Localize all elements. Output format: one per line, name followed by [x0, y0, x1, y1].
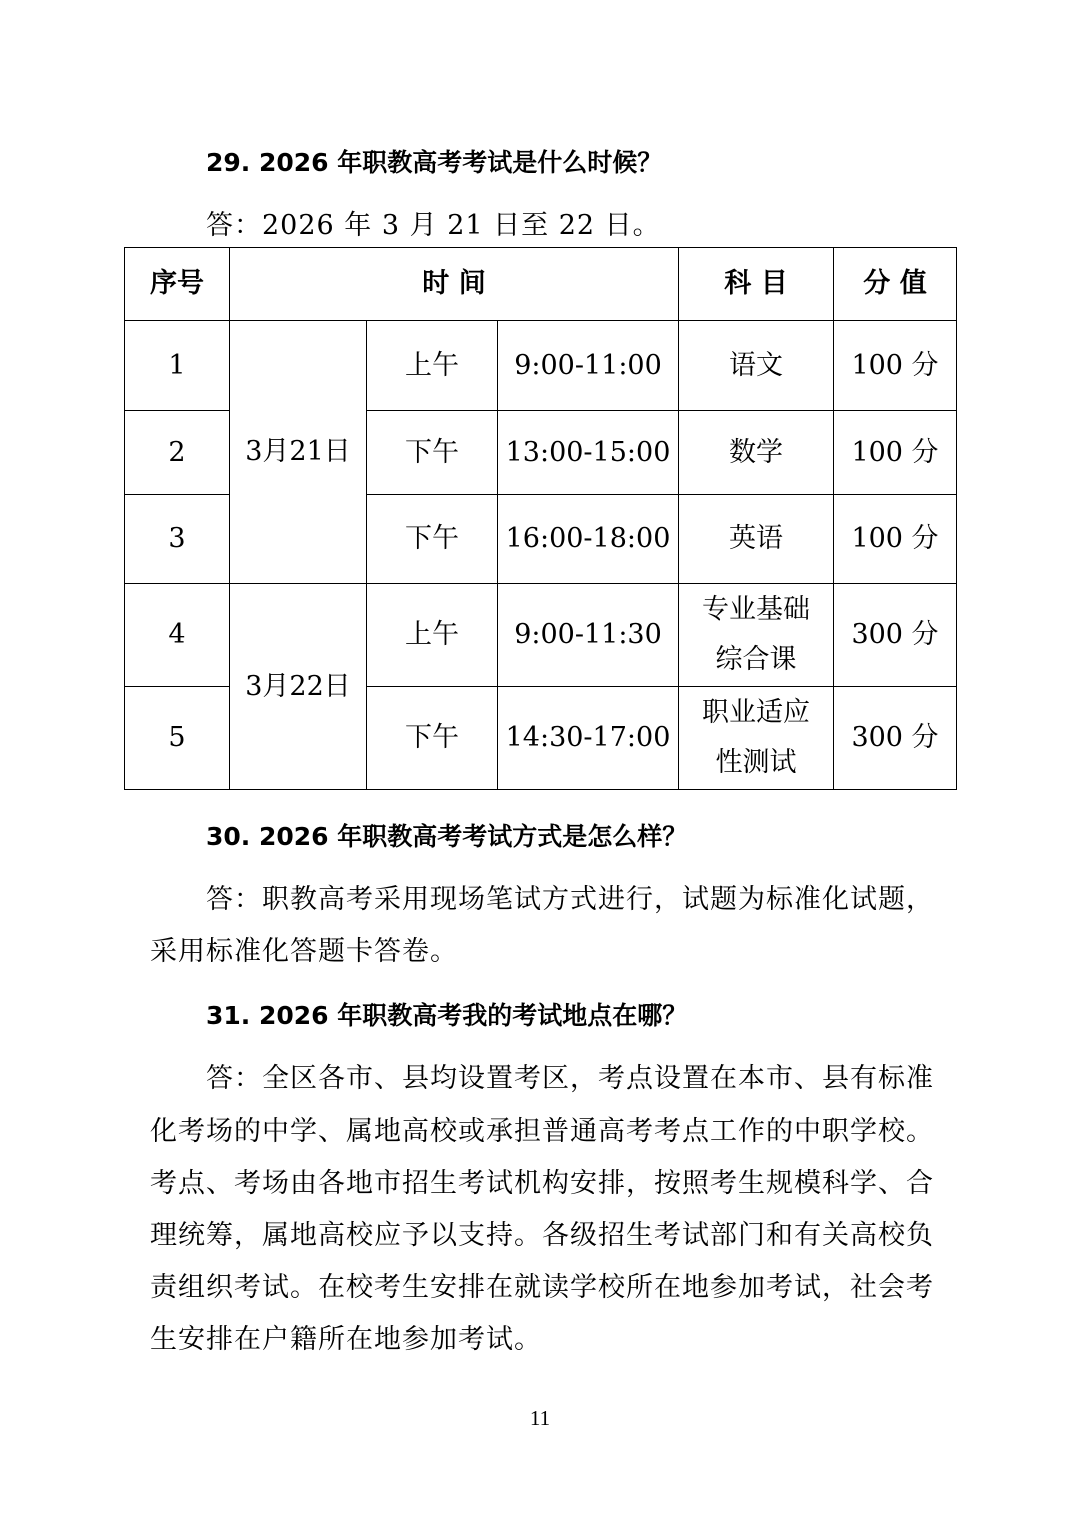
seq-cell: 5 [125, 687, 230, 790]
subject-cell: 语文 [679, 321, 834, 411]
subject-line-2: 综合课 [715, 644, 797, 675]
subject-cell [679, 687, 834, 790]
score-cell: 100 分 [834, 495, 957, 584]
period-cell: 上午 [367, 584, 498, 687]
header-seq: 序号 [125, 248, 230, 321]
question-29-answer: 答：2026 年 3 月 21 日至 22 日。 [206, 210, 661, 241]
table-header-row [125, 248, 957, 321]
period-cell: 上午 [367, 321, 498, 411]
question-31-title: 31. 2026 年职教高考我的考试地点在哪？ [206, 1001, 688, 1030]
question-31-answer-line: 考点、考场由各地市招生考试机构安排，按照考生规模科学、合 [150, 1168, 934, 1199]
question-29-title: 29. 2026 年职教高考考试是什么时候？ [206, 148, 663, 177]
time-cell: 14:30-17:00 [498, 687, 679, 790]
subject-line-2: 性测试 [715, 747, 797, 778]
time-cell: 13:00-15:00 [498, 411, 679, 495]
question-30-answer-line: 采用标准化答题卡答卷。 [150, 936, 458, 967]
subject-line-1: 专业基础 [702, 594, 810, 625]
exam-schedule-table [124, 247, 957, 790]
header-time: 时 间 [230, 248, 679, 321]
period-cell: 下午 [367, 411, 498, 495]
header-score: 分 值 [834, 248, 957, 321]
date-cell: 3月21日 [230, 321, 367, 584]
subject-cell: 数学 [679, 411, 834, 495]
seq-cell: 4 [125, 584, 230, 687]
period-cell: 下午 [367, 495, 498, 584]
header-subject: 科 目 [679, 248, 834, 321]
page-number: 11 [529, 1406, 551, 1430]
seq-cell: 1 [125, 321, 230, 411]
seq-cell: 3 [125, 495, 230, 584]
score-cell: 300 分 [834, 687, 957, 790]
date-cell: 3月22日 [230, 584, 367, 790]
subject-cell: 英语 [679, 495, 834, 584]
question-31-answer-line: 生安排在户籍所在地参加考试。 [150, 1324, 542, 1355]
question-30-answer-line: 答：职教高考采用现场笔试方式进行，试题为标准化试题， [206, 884, 934, 915]
question-31-answer-line: 化考场的中学、属地高校或承担普通高考考点工作的中职学校。 [150, 1116, 934, 1147]
seq-cell: 2 [125, 411, 230, 495]
question-31-answer-line: 理统筹，属地高校应予以支持。各级招生考试部门和有关高校负 [150, 1220, 934, 1251]
time-cell: 16:00-18:00 [498, 495, 679, 584]
subject-line-1: 职业适应 [702, 697, 810, 728]
question-31-answer-line: 答：全区各市、县均设置考区，考点设置在本市、县有标准 [206, 1063, 934, 1094]
score-cell: 100 分 [834, 321, 957, 411]
subject-cell [679, 584, 834, 687]
period-cell: 下午 [367, 687, 498, 790]
score-cell: 100 分 [834, 411, 957, 495]
table-row [125, 584, 957, 687]
question-31-answer-line: 责组织考试。在校考生安排在就读学校所在地参加考试，社会考 [150, 1272, 934, 1303]
question-30-title: 30. 2026 年职教高考考试方式是怎么样？ [206, 822, 688, 851]
time-cell: 9:00-11:30 [498, 584, 679, 687]
time-cell: 9:00-11:00 [498, 321, 679, 411]
score-cell: 300 分 [834, 584, 957, 687]
table-row [125, 321, 957, 411]
